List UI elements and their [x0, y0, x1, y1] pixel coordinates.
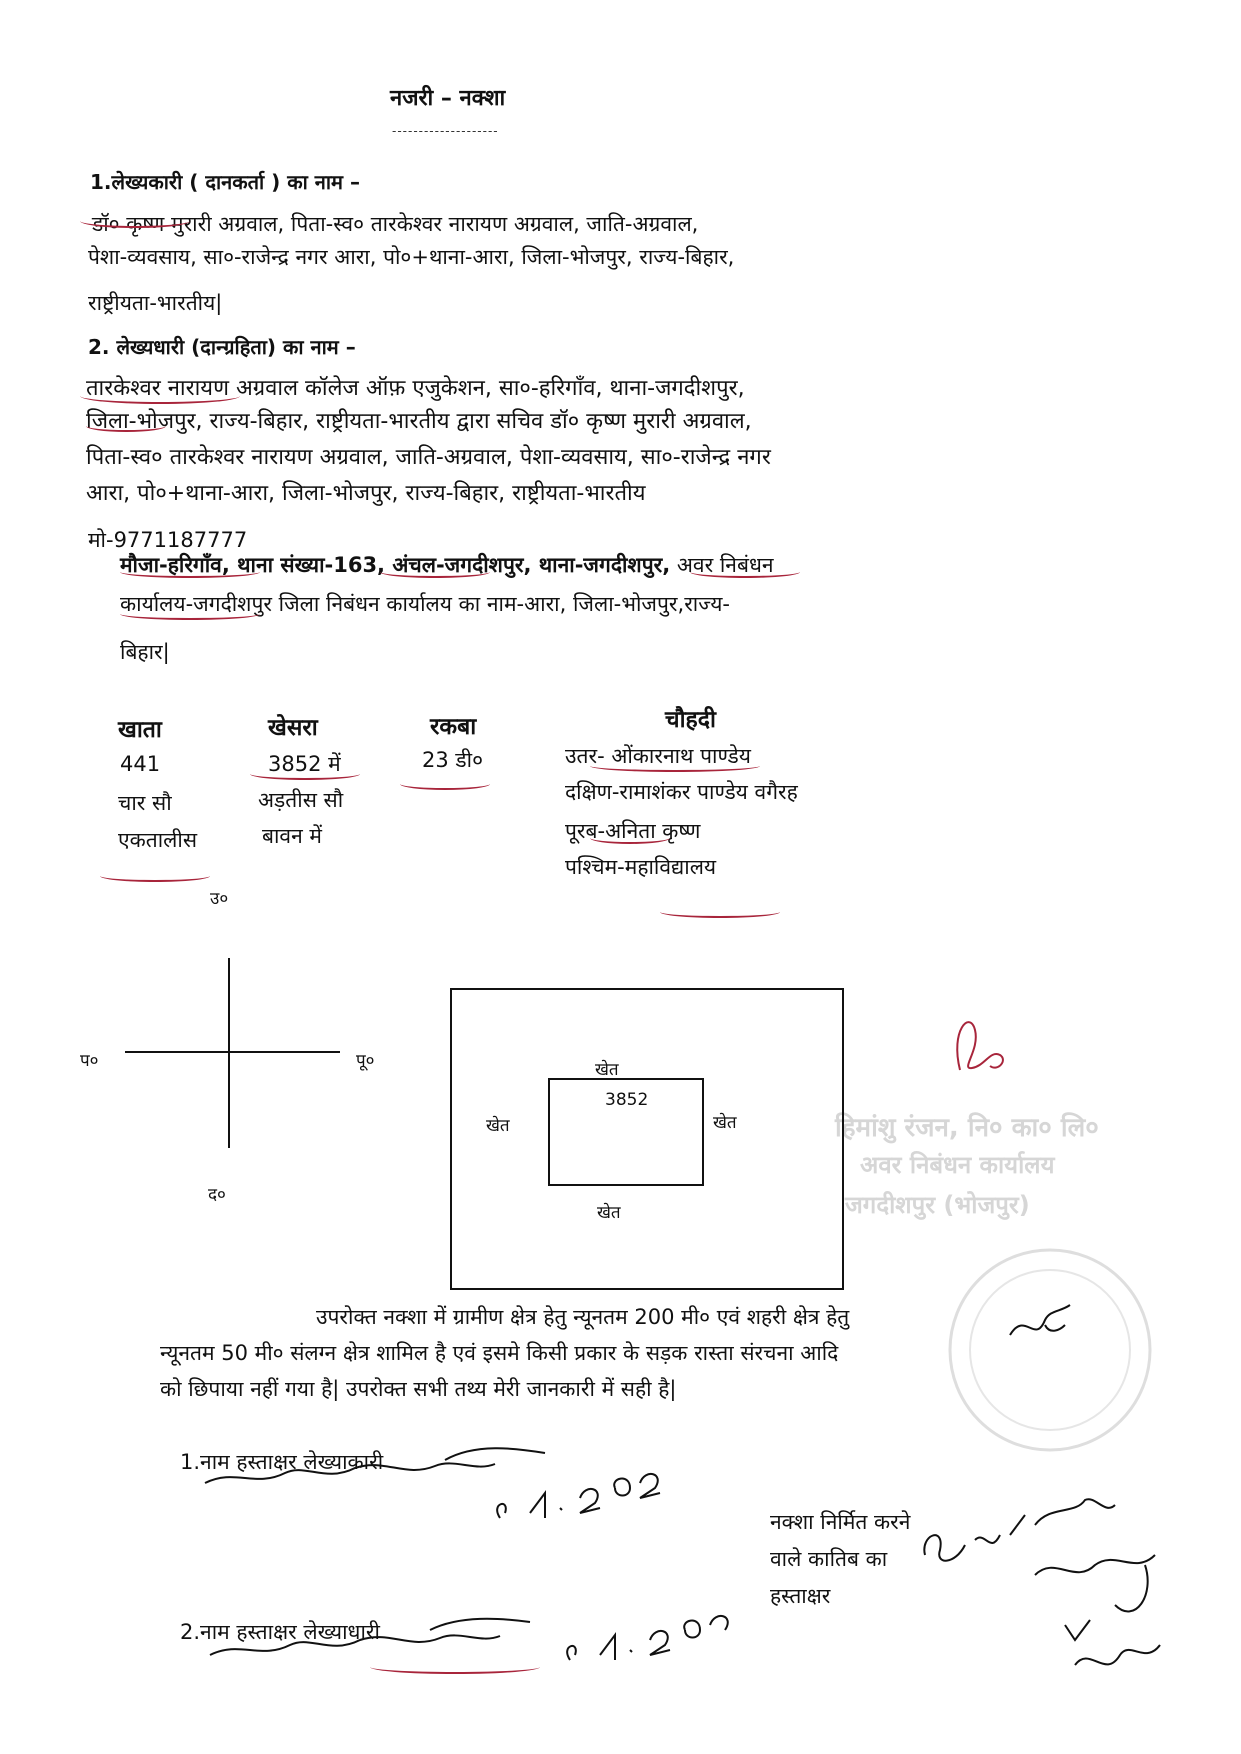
compass-north: उ०: [210, 889, 229, 909]
location-bold: मौजा-हरिगाँव, थाना संख्या-163, अंचल-जगदीशपुर, थाना-जगदीशपुर,: [120, 553, 671, 577]
map-label-top: खेत: [595, 1060, 619, 1080]
red-underline: [660, 906, 780, 918]
red-underline: [120, 608, 260, 620]
compass-ew-axis: [125, 1051, 340, 1053]
red-underline: [400, 778, 490, 790]
recipient-heading: 2. लेख्यधारी (दान्ग्रहिता) का नाम –: [88, 335, 356, 359]
scribe-signature: [915, 1495, 1185, 1715]
red-underline: [590, 760, 760, 772]
compass-ns-axis: [228, 958, 230, 1148]
sig1-label: 1.नाम हस्ताक्षर लेख्याकारी: [180, 1450, 384, 1474]
recipient-line: आरा, पो०+थाना-आरा, जिला-भोजपुर, राज्य-बिहार, राष्ट्रीयता-भारतीय: [86, 481, 646, 506]
red-underline: [690, 566, 800, 578]
khata-value: चार सौ: [118, 791, 172, 815]
scribe-label-line: हस्ताक्षर: [770, 1584, 831, 1608]
compass-west: प०: [80, 1051, 99, 1071]
scribe-label-line: नक्शा निर्मित करने: [770, 1510, 911, 1534]
boundary-east: पूरब-अनिता कृष्ण: [565, 819, 701, 843]
title-underline: --------------------: [392, 124, 499, 138]
red-underline: [80, 388, 240, 404]
recipient-line: पिता-स्व० तारकेश्वर नारायण अग्रवाल, जाति-अग्रवाल, पेशा-व्यवसाय, सा०-राजेन्द्र नगर: [86, 445, 771, 470]
donor-line: पेशा-व्यवसाय, सा०-राजेन्द्र नगर आरा, पो०+थाना-आरा, जिला-भोजपुर, राज्य-बिहार,: [88, 245, 735, 269]
round-seal: [940, 1240, 1160, 1460]
official-initials: [1005, 1300, 1075, 1350]
location-line: कार्यालय-जगदीशपुर जिला निबंधन कार्यालय का नाम-आरा, जिला-भोजपुर,राज्य-: [120, 592, 730, 616]
location-rest: अवर निबंधन: [670, 553, 774, 577]
boundary-west: पश्चिम-महाविद्यालय: [565, 855, 717, 879]
red-underline: [120, 566, 260, 578]
khata-value: एकतालीस: [118, 828, 198, 852]
red-underline: [80, 214, 190, 228]
date2-handwritten: [560, 1600, 730, 1670]
rakba-value: 23 डी०: [422, 748, 483, 772]
donor-heading: 1.लेख्यकारी ( दानकर्ता ) का नाम –: [90, 170, 360, 194]
red-underline: [380, 566, 490, 578]
declaration-line: न्यूनतम 50 मी० संलग्न क्षेत्र शामिल है एवं इसमे किसी प्रकार के सड़क रास्ता संरचना आदि: [160, 1341, 839, 1365]
declaration-line: को छिपाया नहीं गया है| उपरोक्त सभी तथ्य मेरी जानकारी में सही है|: [160, 1377, 677, 1401]
chauhadi-header: चौहदी: [665, 707, 716, 733]
map-label-right: खेत: [713, 1113, 737, 1133]
khata-header: खाता: [118, 717, 162, 743]
khesra-value: 3852 में: [268, 752, 341, 776]
recipient-line: जिला-भोजपुर, राज्य-बिहार, राष्ट्रीयता-भारतीय द्वारा सचिव डॉ० कृष्ण मुरारी अग्रवाल,: [86, 409, 752, 434]
compass-south: द०: [208, 1185, 226, 1205]
donor-line: राष्ट्रीयता-भारतीय|: [88, 291, 223, 315]
donor-line: डॉ० कृष्ण मुरारी अग्रवाल, पिता-स्व० तारकेश्वर नारायण अग्रवाल, जाति-अग्रवाल,: [92, 212, 699, 236]
mobile-number: मो-9771187777: [88, 528, 248, 552]
inner-plot-number: 3852: [605, 1090, 649, 1110]
boundary-south: दक्षिण-रामाशंकर पाण्डेय वगैरह: [565, 780, 798, 804]
stamp-line: जगदीशपुर (भोजपुर): [845, 1191, 1030, 1219]
sig2-label: 2.नाम हस्ताक्षर लेख्याधारी: [180, 1620, 380, 1644]
red-underline: [250, 768, 360, 780]
red-underline: [590, 832, 670, 844]
red-underline: [86, 420, 166, 432]
recipient-line: तारकेश्वर नारायण अग्रवाल कॉलेज ऑफ़ एजुकेशन, सा०-हरिगाँव, थाना-जगदीशपुर,: [86, 376, 745, 401]
scribe-label-line: वाले कातिब का: [770, 1547, 888, 1571]
location-line: बिहार|: [120, 640, 170, 664]
khesra-value: अड़तीस सौ: [258, 788, 344, 812]
stamp-line: हिमांशु रंजन, नि० का० लि०: [835, 1113, 1099, 1143]
stamp-line: अवर निबंधन कार्यालय: [860, 1151, 1055, 1179]
date1-handwritten: [490, 1458, 670, 1528]
red-initial-mark: [950, 1010, 1010, 1080]
map-label-left: खेत: [486, 1116, 510, 1136]
boundary-north: उतर- ओंकारनाथ पाण्डेय: [565, 744, 751, 768]
khesra-header: खेसरा: [268, 715, 318, 741]
rakba-header: रकबा: [430, 714, 477, 740]
map-label-bottom: खेत: [597, 1203, 621, 1223]
page-title: नजरी – नक्शा: [390, 86, 506, 111]
declaration-line: उपरोक्त नक्शा में ग्रामीण क्षेत्र हेतु न्यूनतम 200 मी० एवं शहरी क्षेत्र हेतु: [316, 1305, 850, 1329]
khesra-value: बावन में: [262, 824, 322, 848]
red-underline: [100, 870, 210, 882]
compass-east: पू०: [356, 1051, 375, 1071]
khata-value: 441: [120, 752, 161, 776]
red-underline: [370, 1660, 540, 1674]
